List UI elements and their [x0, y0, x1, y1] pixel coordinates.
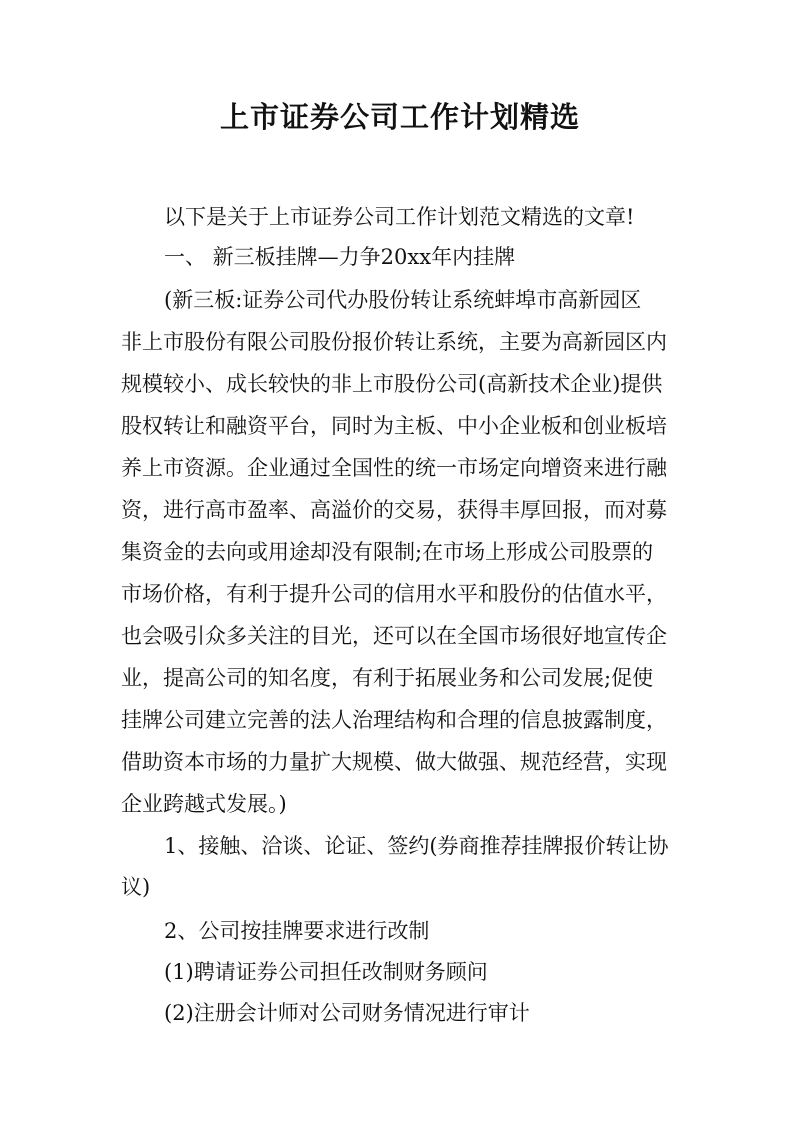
sub-item-1: (1)聘请证券公司担任改制财务顾问: [164, 960, 488, 984]
list-item-2: 2、公司按挂牌要求进行改制: [164, 919, 430, 943]
paragraph-line: 集资金的去向或用途却没有限制;在市场上形成公司股票的: [121, 540, 654, 564]
paragraph-line: 挂牌公司建立完善的法人治理结构和合理的信息披露制度，: [121, 708, 667, 732]
paragraph-line: 规模较小、成长较快的非上市股份公司(高新技术企业)提供: [121, 372, 663, 396]
list-item-1: 1、接触、洽谈、论证、签约(券商推荐挂牌报价转让协: [164, 834, 669, 858]
section-heading: 一、 新三板挂牌—力争20xx年内挂牌: [164, 245, 516, 269]
paragraph-line: (新三板:证券公司代办股份转让系统蚌埠市高新园区: [164, 288, 642, 312]
sub-item-2: (2)注册会计师对公司财务情况进行审计: [164, 1001, 530, 1025]
document-title: 上市证券公司工作计划精选: [219, 100, 580, 134]
paragraph-line: 借助资本市场的力量扩大规模、做大做强、规范经营，实现: [121, 750, 667, 774]
paragraph-line: 养上市资源。企业通过全国性的统一市场定向增资来进行融: [121, 456, 667, 480]
paragraph-line: 非上市股份有限公司股份报价转让系统，主要为高新园区内: [121, 330, 667, 354]
paragraph-line: 业，提高公司的知名度，有利于拓展业务和公司发展;促使: [121, 666, 654, 690]
paragraph-line: 资，进行高市盈率、高溢价的交易，获得丰厚回报，而对募: [121, 498, 667, 522]
paragraph-line: 股权转让和融资平台，同时为主板、中小企业板和创业板培: [121, 414, 667, 438]
paragraph-line: 市场价格，有利于提升公司的信用水平和股份的估值水平，: [121, 582, 667, 606]
intro-text: 以下是关于上市证券公司工作计划范文精选的文章!: [164, 205, 635, 229]
paragraph-line: 也会吸引众多关注的目光，还可以在全国市场很好地宣传企: [121, 624, 667, 648]
list-item-1-continued: 议): [121, 875, 151, 899]
paragraph-line: 企业跨越式发展。): [121, 792, 287, 816]
